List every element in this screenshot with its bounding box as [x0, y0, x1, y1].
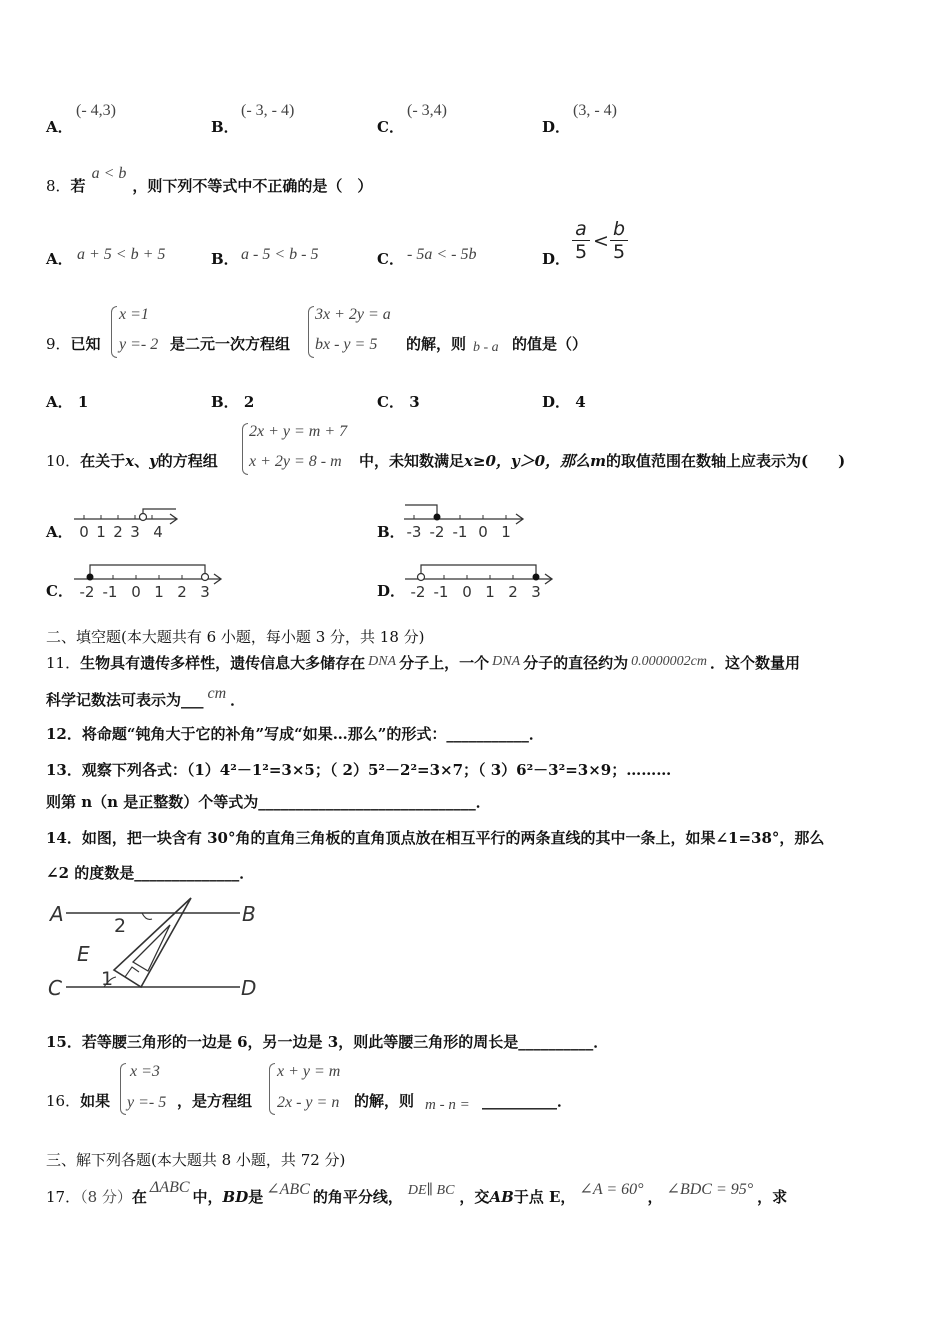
q8-option-b-letter: B．	[211, 250, 239, 268]
q7-option-a-value: (- 4,3)	[76, 102, 116, 119]
label-angle-1: 1	[101, 968, 114, 990]
q8-option-a-letter: A．	[46, 250, 73, 268]
q8-pre: 若	[70, 177, 86, 195]
q12-text: 12．将命题“钝角大于它的补角”写成“如果…那么”的形式：___________．	[46, 725, 544, 743]
q10-pre-text: 在关于	[80, 452, 126, 470]
q9-number: 9．	[46, 335, 71, 353]
q8-stem	[46, 165, 373, 196]
q7-option-c-letter: C．	[377, 118, 404, 136]
label-angle-2: 2	[114, 915, 127, 937]
q7-option-b-value: (- 3, - 4)	[241, 102, 295, 119]
q11-line2	[46, 685, 246, 710]
q10-option-c-numberline	[72, 560, 227, 602]
q8-option-c-letter: C．	[377, 250, 404, 268]
q10b-label-1: -2	[429, 523, 445, 541]
q10d-closed-point	[533, 574, 540, 581]
q17-ab: AB	[489, 1188, 514, 1206]
q16-number: 16．	[46, 1092, 81, 1110]
angle2-arc	[142, 913, 152, 919]
q14-figure	[44, 892, 269, 1007]
q11-number: 11．	[46, 654, 81, 672]
q9-brace-1	[111, 306, 117, 358]
q16-brace-2	[269, 1063, 275, 1115]
q8-fraction-b-denominator: 5	[610, 240, 628, 263]
q7-option-d-value: (3, - 4)	[573, 102, 617, 119]
q10-var-m: m	[590, 452, 606, 470]
q10c-label-4: 2	[177, 583, 187, 601]
q9-brace-2	[308, 306, 314, 358]
q16-mid: ，是方程组	[177, 1092, 253, 1110]
q10-option-d-letter: D．	[377, 582, 406, 600]
q17-angle-bdc: ∠BDC = 95°	[666, 1181, 754, 1198]
q8-option-d-fraction-a	[572, 218, 590, 263]
q7-option-a-letter: A．	[46, 118, 73, 136]
q11-unit: cm	[207, 685, 227, 702]
q9-sys2-line1: 3x + 2y = a	[315, 306, 391, 323]
q9-pre	[46, 333, 101, 354]
q9-sys1-line2: y =- 2	[119, 336, 159, 353]
q11-dna-1: DNA	[368, 654, 397, 669]
q17-bd: BD	[222, 1188, 249, 1206]
q10b-closed-point	[434, 514, 441, 521]
q10-option-c-letter: C．	[46, 582, 73, 600]
q11-line1	[46, 652, 800, 673]
q9-post2: 的值是（）	[512, 335, 588, 353]
q11-end: ．	[230, 691, 246, 709]
q10d-label-1: -1	[433, 583, 449, 601]
q10a-label-4: 4	[153, 523, 163, 541]
q8-fraction-a-numerator: a	[575, 218, 587, 240]
q8-fraction-a-denominator: 5	[572, 240, 590, 263]
q10d-range-bracket	[421, 565, 536, 575]
q17-triangle: ΔABC	[149, 1179, 190, 1196]
q11-text1: 生物具有遗传多样性，遗传信息大多储存在	[80, 654, 366, 672]
q8-fraction-b-numerator: b	[612, 218, 626, 240]
q10d-label-3: 1	[485, 583, 495, 601]
q11-text2: 分子上，一个	[399, 654, 490, 672]
q16-brace-1	[120, 1063, 126, 1115]
q10-option-d-numberline	[403, 560, 558, 602]
q10a-label-2: 2	[113, 523, 123, 541]
q11-value: 0.0000002cm	[631, 654, 707, 669]
q9-pre-text: 已知	[70, 335, 101, 353]
q7-option-c-value: (- 3,4)	[407, 102, 447, 119]
q10b-label-4: 1	[501, 523, 511, 541]
q7-option-d-letter: D．	[542, 118, 571, 136]
q10c-label-2: 0	[131, 583, 141, 601]
q17-stem	[46, 1179, 788, 1207]
q10-var-y: y	[149, 452, 158, 470]
q10c-open-point	[202, 574, 209, 581]
q8-number: 8．	[46, 177, 71, 195]
q8-option-b-value: a - 5 < b - 5	[241, 246, 319, 263]
q7-option-b-letter: B．	[211, 118, 239, 136]
q10c-label-5: 3	[200, 583, 210, 601]
q10c-label-0: -2	[79, 583, 95, 601]
q8-option-d-fraction-b	[610, 218, 628, 263]
q14-text: 14．如图，把一块含有 30°角的直角三角板的直角顶点放在相互平行的两条直线的其中一条上，如果∠1=38°，那么	[46, 829, 825, 847]
label-e: E	[77, 942, 90, 966]
q9-sys2-line2: bx - y = 5	[315, 336, 378, 353]
q16-sys2-line2: 2x - y = n	[277, 1094, 340, 1111]
q17-text6: ，求	[757, 1188, 788, 1206]
right-angle-mark	[125, 967, 139, 977]
q17-angle-abc: ∠ABC	[266, 1181, 310, 1198]
q16-sys1-line2: y =- 5	[127, 1094, 167, 1111]
q10b-label-3: 0	[478, 523, 488, 541]
q10d-label-2: 0	[462, 583, 472, 601]
q10d-label-4: 2	[508, 583, 518, 601]
q17-comma: ，	[647, 1188, 663, 1206]
q10-option-b-numberline	[400, 500, 530, 542]
label-d: D	[241, 976, 257, 1000]
q16-blank[interactable]: __________．	[482, 1092, 573, 1110]
q17-text5: 于点 E，	[513, 1188, 576, 1206]
q17-text3: 的角平分线，	[312, 1188, 403, 1206]
q9-option-a: A． 1	[46, 393, 89, 411]
q13-text: 13．观察下列各式：（1）4²－1²=3×5；（ 2）5²－2²=3×7；（ 3）6²－3²=3×9；………	[46, 761, 672, 779]
q10b-label-0: -3	[406, 523, 422, 541]
q10a-label-0: 0	[79, 523, 89, 541]
q9-mid: 是二元一次方程组	[170, 335, 291, 353]
label-b: B	[242, 902, 256, 926]
q11-line2-text: 科学记数法可表示为___	[46, 691, 204, 709]
q8-condition: a < b	[91, 165, 127, 182]
q13-line2: 则第 n（n 是正整数）个等式为_____________________________．	[46, 793, 491, 811]
q9-option-c: C． 3	[377, 393, 420, 411]
label-a: A	[50, 902, 64, 926]
q10-condition: x≥0，y＞0，那么	[464, 452, 591, 470]
q17-number: 17．	[46, 1188, 81, 1206]
q10-sys-line1: 2x + y = m + 7	[249, 423, 348, 440]
q17-pre: 在	[131, 1188, 147, 1206]
q10-pre2: 的方程组	[157, 452, 218, 470]
q10-number: 10．	[46, 452, 81, 470]
q8-option-d-lt: <	[593, 230, 609, 252]
q10a-label-3: 3	[130, 523, 140, 541]
q10a-label-1: 1	[96, 523, 106, 541]
q16-pre-text: 如果	[80, 1092, 111, 1110]
q10b-range-bracket	[405, 505, 437, 515]
q9-sys1-line1: x =1	[119, 306, 149, 323]
q10-post	[359, 450, 845, 471]
q17-score: （8 分）	[80, 1188, 132, 1206]
q10-sys-line2: x + 2y = 8 - m	[249, 453, 342, 470]
q10-pre	[46, 450, 218, 471]
q10-option-b-letter: B．	[377, 523, 405, 541]
q16-expr: m - n =	[425, 1097, 470, 1113]
q16-post: 的解，则	[354, 1092, 415, 1110]
q8-option-d-letter: D．	[542, 250, 571, 268]
q16-sys2-line1: x + y = m	[277, 1063, 341, 1080]
q10c-label-3: 1	[154, 583, 164, 601]
q16-sys1-line1: x =3	[130, 1063, 160, 1080]
q10-post-text: 中，未知数满足	[359, 452, 465, 470]
q8-post: ，则下列不等式中不正确的是（ ）	[132, 177, 373, 195]
q10c-label-1: -1	[102, 583, 118, 601]
q10d-open-point	[418, 574, 425, 581]
q9-option-d: D． 4	[542, 393, 586, 411]
q17-text2: 是	[248, 1188, 264, 1206]
q10d-label-5: 3	[531, 583, 541, 601]
q10c-range-bracket	[90, 565, 205, 575]
q10-sep: 、	[134, 452, 150, 470]
q10b-label-2: -1	[452, 523, 468, 541]
section2-title: 二、填空题(本大题共有 6 小题，每小题 3 分，共 18 分)	[46, 628, 425, 646]
q11-dna-2: DNA	[492, 654, 521, 669]
q17-parallel: DE∥ BC	[407, 1183, 455, 1198]
q9-expr: b - a	[473, 340, 499, 355]
q17-angle-a: ∠A = 60°	[579, 1181, 644, 1198]
q10-var-x: x	[125, 452, 135, 470]
q8-option-c-value: - 5a < - 5b	[407, 246, 477, 263]
q10-option-a-letter: A．	[46, 523, 73, 541]
label-c: C	[48, 976, 62, 1000]
q9-option-b: B． 2	[211, 393, 255, 411]
q10-post2: 的取值范围在数轴上应表示为( )	[606, 452, 846, 470]
q10a-open-point	[140, 514, 147, 521]
q10-option-a-numberline	[70, 500, 185, 542]
q11-text3: 分子的直径约为	[523, 654, 629, 672]
q9-post1: 的解，则	[406, 335, 467, 353]
q10c-closed-point	[87, 574, 94, 581]
q10-brace	[242, 423, 248, 475]
q10d-label-0: -2	[410, 583, 426, 601]
q11-text4: ．这个数量用	[709, 654, 800, 672]
q15-text: 15．若等腰三角形的一边是 6，另一边是 3，则此等腰三角形的周长是__________．	[46, 1033, 609, 1051]
q16-pre	[46, 1090, 110, 1111]
q14-line2: ∠2 的度数是______________．	[46, 864, 255, 882]
q17-text4: ，交	[459, 1188, 490, 1206]
section3-title: 三、解下列各题(本大题共 8 小题，共 72 分)	[46, 1151, 346, 1169]
q17-text1: 中，	[192, 1188, 223, 1206]
q8-option-a-value: a + 5 < b + 5	[77, 246, 166, 263]
